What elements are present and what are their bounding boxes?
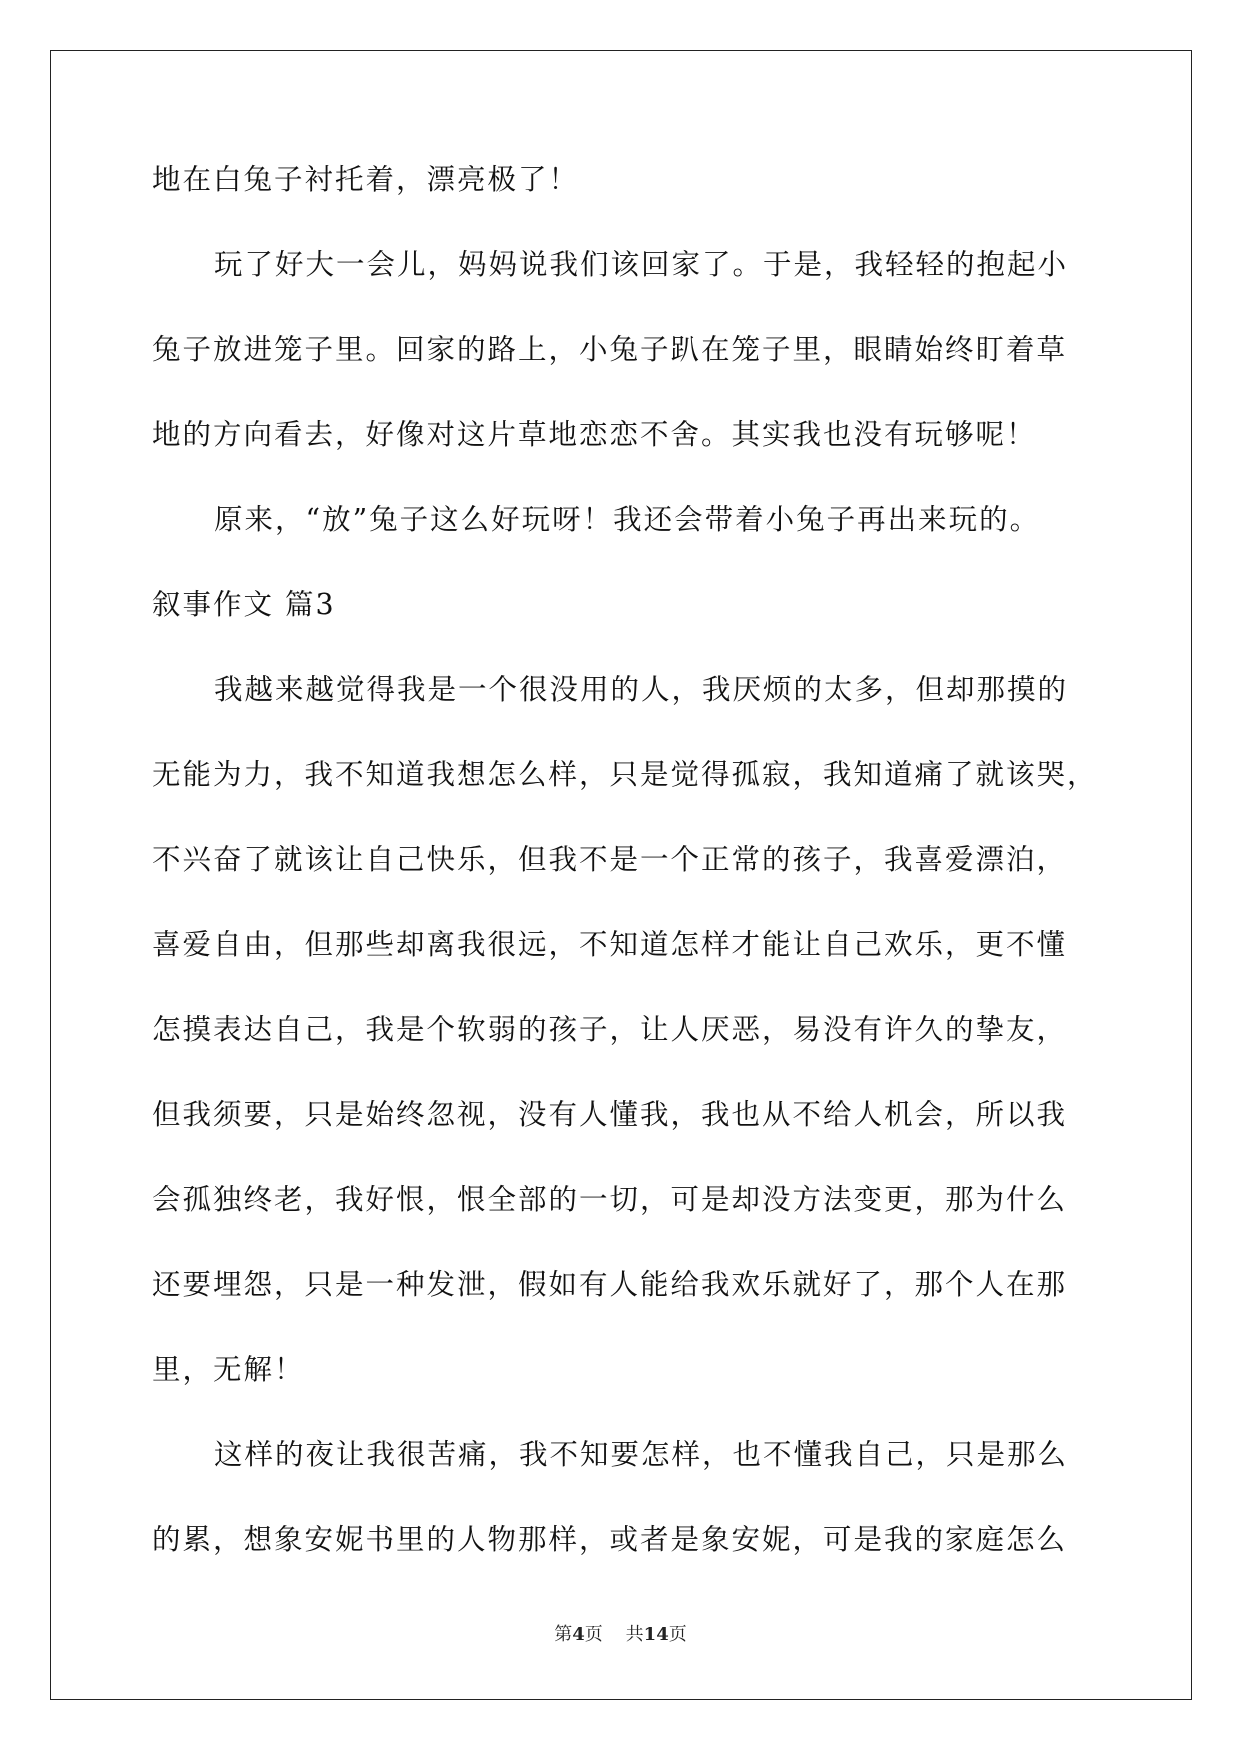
text-line-12: 但我须要，只是始终忽视，没有人懂我，我也从不给人机会，所以我: [152, 1098, 1068, 1131]
text-line-13: 会孤独终老，我好恨，恨全部的一切，可是却没方法变更，那为什么: [152, 1183, 1068, 1216]
text-line-11: 怎摸表达自己，我是个软弱的孩子，让人厌恶，易没有许久的挚友，: [152, 1013, 1068, 1046]
footer-total-prefix: 共: [625, 1624, 644, 1645]
text-line-17: 的累，想象安妮书里的人物那样，或者是象安妮，可是我的家庭怎么: [152, 1523, 1068, 1556]
text-line-10: 喜爱自由，但那些却离我很远，不知道怎样才能让自己欢乐，更不懂: [152, 928, 1068, 961]
text-line-5: 原来，“放”兔子这么好玩呀！我还会带着小兔子再出来玩的。: [214, 503, 1041, 536]
text-line-15: 里，无解！: [152, 1353, 305, 1386]
text-line-14: 还要埋怨，只是一种发泄，假如有人能给我欢乐就好了，那个人在那: [152, 1268, 1068, 1301]
text-line-3: 兔子放进笼子里。回家的路上，小兔子趴在笼子里，眼睛始终盯着草: [152, 333, 1068, 366]
total-page-count: 14: [643, 1624, 669, 1645]
current-page-number: 4: [572, 1624, 585, 1645]
section-heading: 叙事作文 篇3: [152, 588, 336, 621]
document-body: [152, 161, 1097, 1606]
text-line-7: 我越来越觉得我是一个很没用的人，我厌烦的太多，但却那摸的: [214, 673, 1069, 706]
footer-total-suffix: 页: [668, 1624, 687, 1645]
page-footer: [0, 1620, 1241, 1646]
text-line-8: 无能为力，我不知道我想怎么样，只是觉得孤寂，我知道痛了就该哭，: [152, 758, 1098, 791]
text-line-9: 不兴奋了就该让自己快乐，但我不是一个正常的孩子，我喜爱漂泊，: [152, 843, 1068, 876]
text-line-4: 地的方向看去，好像对这片草地恋恋不舍。其实我也没有玩够呢！: [152, 418, 1037, 451]
text-line-16: 这样的夜让我很苦痛，我不知要怎样，也不懂我自己，只是那么: [214, 1438, 1069, 1471]
footer-prefix: 第: [554, 1624, 573, 1645]
text-line-2: 玩了好大一会儿，妈妈说我们该回家了。于是，我轻轻的抱起小: [214, 248, 1069, 281]
footer-page-word: 页: [584, 1624, 603, 1645]
text-line-1: 地在白兔子衬托着，漂亮极了！: [152, 163, 580, 196]
